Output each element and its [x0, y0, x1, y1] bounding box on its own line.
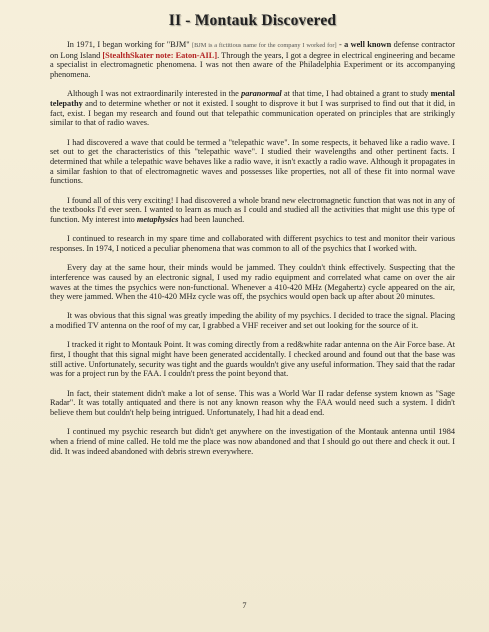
p4-emphasis: metaphysics: [136, 215, 179, 225]
paragraph-8: I tracked it right to Montauk Point. It was coming directly from a red&white radar antenna on the Air Force base. At first, I thought that this signal might have been generated accidentally. I checked around and found out that the base was still active. Unfortunately, security was tight and the guards wouldn't give any useful information. They said that the radar was for a project run by the FAA. I couldn't press the point beyond that.: [50, 340, 455, 379]
page-number: 7: [242, 601, 247, 610]
paragraph-4: [50, 196, 455, 225]
p1-bold: a well known: [344, 40, 392, 49]
p2-text-c: and to determine whether or not it existed. I sought to disprove it but I was surprised to find out that it did, in fact, exist. I began my research and found out that telepathic communication operated on principles that are strikingly similar to that of radio waves.: [50, 99, 455, 128]
p4-text-a: I found all of this very exciting! I had discovered a whole brand new electromagnetic function that was not in any of the textbooks I'd ever seen. I wanted to learn as much as I could and studied all the activities that might use this type of function. My interest into: [50, 195, 455, 225]
paragraph-1: [50, 40, 455, 80]
p2-text-b: at that time, I had obtained a grant to study: [281, 89, 431, 99]
stealthskater-note: [StealthSkater note: Eaton-AIL]: [102, 50, 218, 60]
p2-bold: mental telepathy: [50, 89, 455, 109]
p4-text-b: had been launched.: [178, 215, 245, 225]
paragraph-9: In fact, their statement didn't make a lot of sense. This was a World War II radar defense system known as "Sage Radar". It was totally antiquated and there is not any known reason why the FAA would need such a system. I didn't believe them but couldn't help being intrigued. Unfortunately, I had hit a dead end.: [50, 388, 455, 418]
p1-text-c: defense contractor on Long Island: [50, 40, 455, 60]
bjm-footnote: [BJM is a fictitious name for the company I worked for]: [191, 42, 337, 49]
p2-emphasis: paranormal: [241, 89, 282, 99]
p1-text-a: In 1971, I began working for "BJM": [67, 40, 192, 49]
p2-text-a: Although I was not extraordinarily interested in the: [67, 89, 242, 99]
p1-text-b: -: [336, 40, 345, 49]
paragraph-10: I continued my psychic research but didn't get anywhere on the investigation of the Montauk antenna until 1984 when a friend of mine called. He told me the place was now abandoned and that I should go out there and check it out. I did. It was indeed abandoned with debris strewn everywhere.: [50, 427, 455, 456]
paragraph-2: [50, 89, 455, 128]
chapter-title: II - Montauk Discovered: [168, 12, 337, 29]
p1-text-d: . Through the years, I got a degree in electrical engineering and became a specialist in electromagnetic phenomena. I was not then aware of the Philadelphia Experiment or its accompanying phenomena.: [50, 50, 456, 80]
paragraph-7: It was obvious that this signal was greatly impeding the ability of my psychics. I decided to trace the signal. Placing a modified TV antenna on the roof of my car, I grabbed a VHF receiver and set out looking for the source of it.: [50, 311, 455, 331]
paragraph-5: I continued to research in my spare time and collaborated with different psychics to test and monitor their various responses. In 1974, I noticed a peculiar phenomena that was common to all of the psychics that I worked with.: [50, 234, 455, 253]
paragraph-3: I had discovered a wave that could be termed a "telepathic wave". In some respects, it behaved like a radio wave. I set out to get the characteristics of this "telepathic wave". I studied their wavelengths and other pertinent facts. I determined that while a telepathic wave behaves like a radio wave, it isn't exactly a radio wave. Although it propagates in a similar fashion to that of electromagnetic waves and possesses like properties, not all of these fit into normal wave functions.: [50, 137, 455, 186]
paragraph-6: Every day at the same hour, their minds would be jammed. They couldn't think effectively. Suspecting that the interference was caused by an electronic signal, I used my radio equipment and correlated what came on over the air waves at the times the psychics were non-functional. Whenever a 410-420 MHz (Megahertz) cycle appeared on the air, they were jammed. When the 410-420 MHz cycle was off, the psychics would open back up after about 20 minutes.: [50, 263, 455, 302]
